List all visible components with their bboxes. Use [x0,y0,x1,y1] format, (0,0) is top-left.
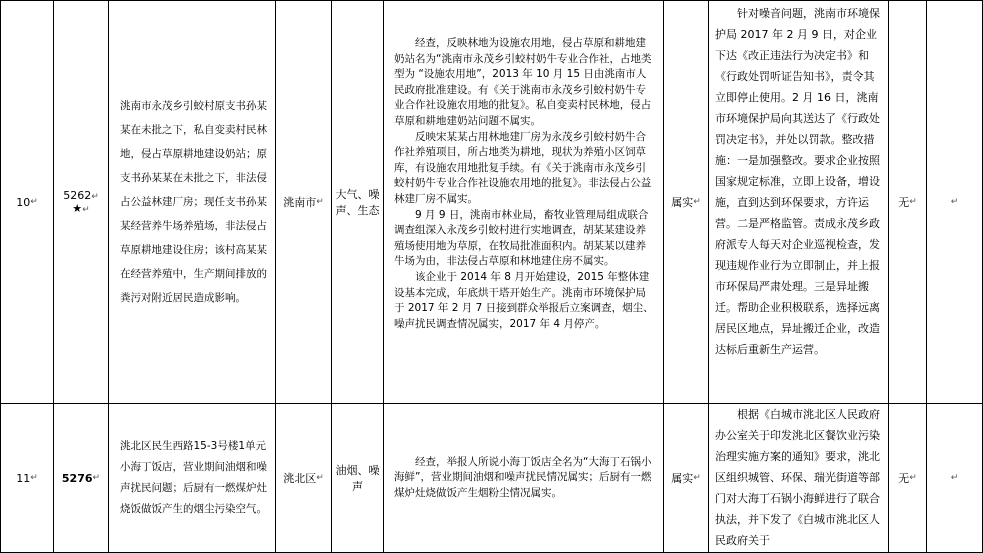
pollution-type: 大气、噪声、生态 [335,188,380,217]
city: 洮南市 [283,196,317,209]
verdict: 属实 [671,472,694,485]
measures-text: 针对噪音问题，洮南市环境保护局 2017 年 2 月 9 日，对企业下达《改正违法行为决定书》和《行政处罚听证告知书》，责令其立即停止使用。2 月 16 日，洮南市环境保护局向其送达了《行政处罚决定书》，并处以罚款。整改措施：一是加强整改。要求企业按照国家规定标准，立即上设备，增设施，直到达到环保要求，方许运营。二是严格监管。责成永茂乡政府派专人每天对企业巡视检查，发现违规作业行为立即制止，并上报市环保局严肃处理。三是异址搬迁。帮助企业积极联系，选择远离居民区地点，异址搬迁企业，改造达标后重新生产运营。 [715,7,880,356]
return-mark: ↵ [950,197,959,207]
investigation-text [394,36,655,332]
complaint-description-cell [110,1,274,403]
investigation-paragraph: 该企业于 2014 年 8 月开始建设，2015 年整体建设基本完成，年底烘干塔开始生产。洮南市环境保护局于 2017 年 2 月 7 日接到群众举报后立案调查，烟尘、噪声扰民调查情况属实，2017 年 4 月停产。 [394,270,654,330]
accountability: 无 [898,196,910,209]
investigation-text [394,455,655,502]
investigation-paragraph: 经查，举报人所说小海丁饭店全名为“大海丁石锅小海鲜”，营业期间油烟和噪声扰民情况属实；后厨有一燃煤炉灶烧做饭产生烟粉尘情况属实。 [394,455,652,499]
verdict-cell: 属实 ↵ [671,472,701,485]
row-number-cell [1,1,53,403]
pollution-type-cell [332,1,383,403]
row-number-cell: 11 ↵ [16,471,38,485]
city: 洮北区 [283,472,317,485]
measures-cell [709,404,888,552]
remarks-cell [927,404,982,552]
measures-cell [709,1,888,403]
return-mark: ↵ [30,197,38,207]
accountability-cell: 无 ↵ [898,472,917,485]
accountability: 无 [898,472,910,485]
investigation-paragraph: 经查，反映林地为设施农用地，侵占草原和耕地建奶站名为“洮南市永茂乡引蛟村奶牛专业合作社，占地类型为 “设施农用地”，2013 年 10 月 15 日由洮南市人民政府批准建设。有《关于洮南市永茂乡引蛟村奶牛专业合作社设施农用地的批复》。私自变卖村民林地，侵占草原和耕地建奶站问题不属实。 [394,37,652,127]
return-mark: ↵ [950,473,959,483]
investigation-paragraph: 9 月 9 日，洮南市林业局，畜牧业管理局组成联合调查组深入永茂乡引蛟村进行实地调查，胡某某建设养殖场使用地为草原，在牧局批准面积内。胡某某以建养牛场为由，非法侵占草原和林地建住房不属实。 [394,208,649,268]
investigation-paragraph: 反映宋某某占用林地建厂房为永茂乡引蛟村奶牛合作社养殖项目，所占地类为耕地，现状为养殖小区饲草库，有设施农用地批复手续。有《关于洮南市永茂乡引蛟村奶牛专业合作社设施农用地的批复》。非法侵占公益林建厂房不属实。 [394,130,652,205]
accountability-cell: 无 ↵ [898,196,917,209]
case-id: 5262 [63,189,92,202]
measures-text: 根据《白城市洮北区人民政府办公室关于印发洮北区餐饮业污染治理实施方案的通知》要求，洮北区组织城管、环保、瑞光街道等部门对大海丁石锅小海鲜进行了联合执法，并下发了《白城市洮北区人民政府关于 [715,408,880,547]
case-id: 5276 [61,471,93,485]
complaint-description-cell [110,404,274,552]
case-id-cell: 5262↵ ★↵ [63,189,99,215]
city-cell: 洮南市 ↵ [283,196,324,209]
star-mark: ★ [72,202,83,215]
investigation-cell [384,36,663,376]
complaint-description: 洮南市永茂乡引蛟村原支书孙某某在未批之下，私自变卖村民林地，侵占草原耕地建设奶站；原支书孙某某在未批之下，非法侵占公益林建厂房；现任支书孙某某经营养牛场养殖场，非法侵占草原耕地建设住房；该村高某某在经营养殖中，生产期间排放的粪污对附近居民造成影响。 [120,100,267,304]
case-id-cell: 5276 ↵ [61,471,101,485]
city-cell: 洮北区 ↵ [283,472,324,485]
verdict: 属实 [671,196,694,209]
pollution-type: 油烟、噪声 [335,464,380,493]
row-number: 11 [16,471,31,485]
pollution-type-cell [332,404,383,552]
investigation-cell [384,404,663,552]
complaint-description: 洮北区民生西路15-3号楼1单元小海丁饭店，营业期间油烟和噪声扰民问题；后厨有一燃煤炉灶烧饭做饭产生的烟尘污染空气。 [120,440,267,515]
col-line [108,0,109,553]
verdict-cell: 属实 ↵ [671,196,701,209]
row-number: 10 [16,195,31,209]
remarks-cell [927,1,982,403]
